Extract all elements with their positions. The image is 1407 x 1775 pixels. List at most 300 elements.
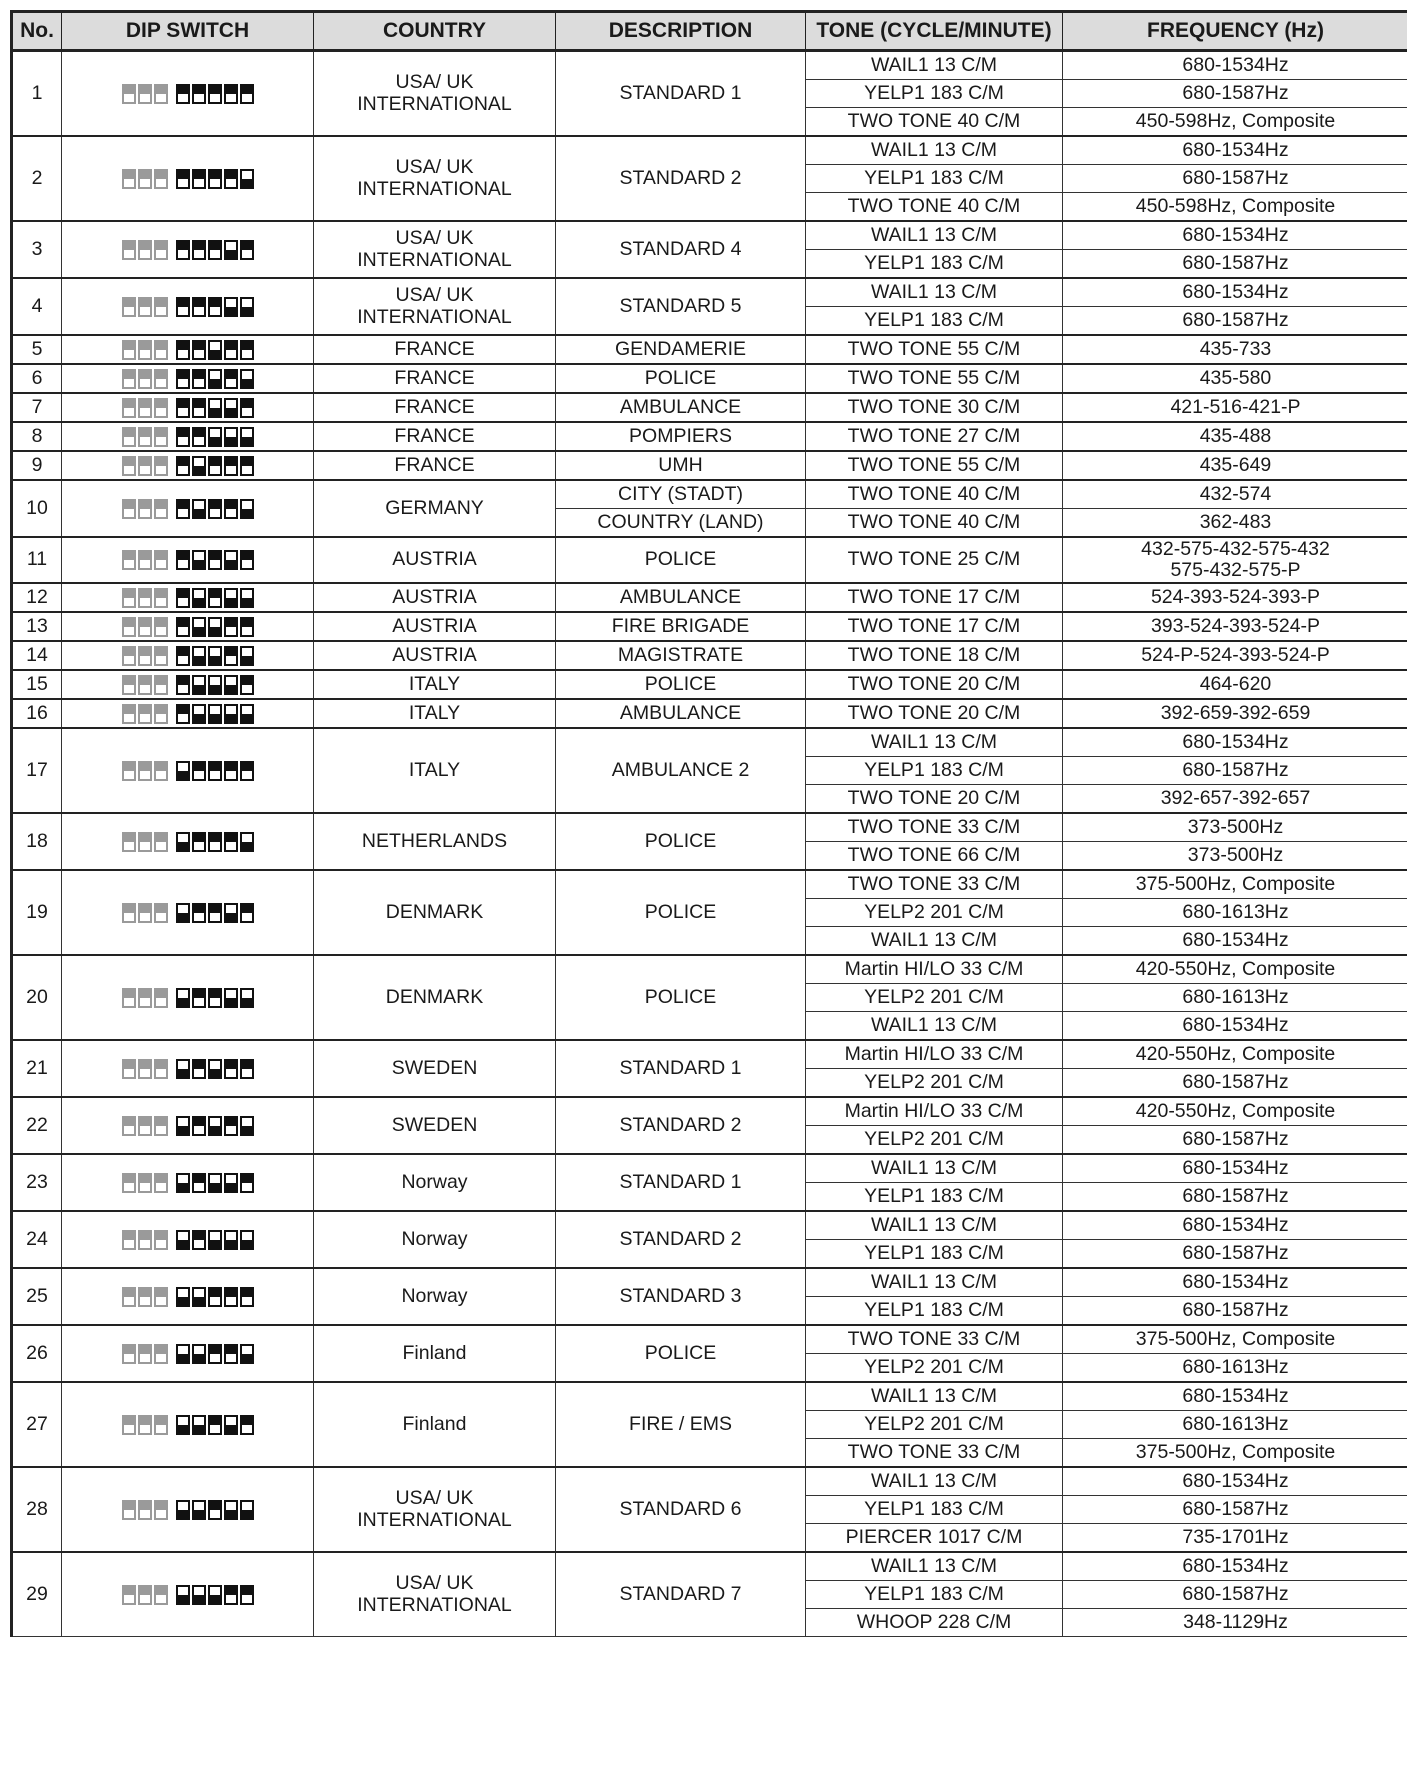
dip-switch-cell <box>62 612 314 641</box>
tone-cell: WAIL1 13 C/M <box>806 278 1063 307</box>
dip-switch-cell <box>62 1097 314 1154</box>
dip-switch-toggle-icon <box>138 675 152 695</box>
country-cell: FRANCE <box>314 451 556 480</box>
dip-switch-toggle-icon <box>192 588 206 608</box>
row-number: 19 <box>12 870 62 955</box>
dip-switch-toggle-icon <box>176 704 190 724</box>
frequency-cell: 464-620 <box>1063 670 1407 699</box>
country-cell: FRANCE <box>314 393 556 422</box>
dip-switch-icon <box>122 675 254 695</box>
dip-switch-toggle-icon <box>122 1116 136 1136</box>
dip-switch-toggle-icon <box>176 1230 190 1250</box>
tone-cell: WAIL1 13 C/M <box>806 1012 1063 1041</box>
tone-cell: YELP1 183 C/M <box>806 1240 1063 1269</box>
dip-switch-toggle-icon <box>208 297 222 317</box>
dip-switch-toggle-icon <box>176 646 190 666</box>
dip-switch-toggle-icon <box>122 550 136 570</box>
dip-switch-toggle-icon <box>208 1059 222 1079</box>
dip-switch-toggle-icon <box>176 1344 190 1364</box>
dip-switch-toggle-icon <box>192 240 206 260</box>
dip-switch-toggle-icon <box>122 1344 136 1364</box>
dip-switch-toggle-icon <box>154 297 168 317</box>
dip-switch-toggle-icon <box>224 1415 238 1435</box>
dip-switch-toggle-icon <box>176 550 190 570</box>
country-cell: USA/ UK INTERNATIONAL <box>314 136 556 221</box>
description-cell: POLICE <box>556 1325 806 1382</box>
dip-switch-toggle-icon <box>192 1116 206 1136</box>
description-cell: FIRE / EMS <box>556 1382 806 1467</box>
dip-switch-toggle-icon <box>208 169 222 189</box>
tone-cell: PIERCER 1017 C/M <box>806 1524 1063 1553</box>
tone-cell: Martin HI/LO 33 C/M <box>806 1040 1063 1069</box>
dip-switch-toggle-icon <box>192 617 206 637</box>
dip-switch-toggle-icon <box>122 761 136 781</box>
table-row <box>12 364 1407 393</box>
row-number: 28 <box>12 1467 62 1552</box>
dip-switch-toggle-icon <box>122 1415 136 1435</box>
dip-switch-toggle-icon <box>208 675 222 695</box>
dip-switch-toggle-icon <box>176 588 190 608</box>
dip-switch-toggle-icon <box>176 988 190 1008</box>
tone-cell: TWO TONE 55 C/M <box>806 364 1063 393</box>
tone-cell: YELP1 183 C/M <box>806 1581 1063 1609</box>
dip-switch-toggle-icon <box>224 369 238 389</box>
dip-switch-toggle-icon <box>138 1059 152 1079</box>
frequency-cell: 680-1534Hz <box>1063 278 1407 307</box>
tone-cell: TWO TONE 17 C/M <box>806 612 1063 641</box>
dip-switch-toggle-icon <box>138 456 152 476</box>
dip-switch-toggle-icon <box>224 903 238 923</box>
dip-switch-toggle-icon <box>122 1287 136 1307</box>
dip-switch-toggle-icon <box>176 499 190 519</box>
dip-switch-toggle-icon <box>176 675 190 695</box>
row-number: 22 <box>12 1097 62 1154</box>
header-description: DESCRIPTION <box>556 12 806 51</box>
description-cell: STANDARD 6 <box>556 1467 806 1552</box>
dip-switch-icon <box>122 1059 254 1079</box>
dip-switch-toggle-icon <box>208 1500 222 1520</box>
tone-cell: YELP1 183 C/M <box>806 757 1063 785</box>
country-cell: SWEDEN <box>314 1040 556 1097</box>
dip-switch-toggle-icon <box>240 1415 254 1435</box>
dip-switch-cell <box>62 537 314 583</box>
header-dip-switch: DIP SWITCH <box>62 12 314 51</box>
row-number: 20 <box>12 955 62 1040</box>
description-cell: STANDARD 3 <box>556 1268 806 1325</box>
dip-switch-cell <box>62 451 314 480</box>
tone-cell: WAIL1 13 C/M <box>806 1154 1063 1183</box>
dip-switch-toggle-icon <box>224 1230 238 1250</box>
dip-switch-icon <box>122 1344 254 1364</box>
country-cell: DENMARK <box>314 870 556 955</box>
dip-switch-toggle-icon <box>192 903 206 923</box>
country-cell: USA/ UK INTERNATIONAL <box>314 1552 556 1637</box>
dip-switch-toggle-icon <box>154 1287 168 1307</box>
tone-cell: WAIL1 13 C/M <box>806 136 1063 165</box>
dip-switch-toggle-icon <box>240 704 254 724</box>
country-cell: AUSTRIA <box>314 612 556 641</box>
description-cell: UMH <box>556 451 806 480</box>
dip-switch-toggle-icon <box>176 84 190 104</box>
tone-cell: YELP2 201 C/M <box>806 1069 1063 1098</box>
tone-cell: WAIL1 13 C/M <box>806 1552 1063 1581</box>
row-number: 29 <box>12 1552 62 1637</box>
dip-switch-toggle-icon <box>138 1287 152 1307</box>
dip-switch-cell <box>62 393 314 422</box>
description-cell: AMBULANCE <box>556 583 806 612</box>
dip-switch-toggle-icon <box>192 427 206 447</box>
frequency-cell: 680-1534Hz <box>1063 728 1407 757</box>
dip-switch-icon <box>122 84 254 104</box>
dip-switch-toggle-icon <box>154 84 168 104</box>
dip-switch-toggle-icon <box>122 169 136 189</box>
dip-switch-toggle-icon <box>208 369 222 389</box>
frequency-cell: 735-1701Hz <box>1063 1524 1407 1553</box>
dip-switch-cell <box>62 1154 314 1211</box>
dip-switch-cell <box>62 1211 314 1268</box>
table-row <box>12 1211 1407 1240</box>
frequency-cell: 435-580 <box>1063 364 1407 393</box>
dip-switch-toggle-icon <box>176 903 190 923</box>
dip-switch-icon <box>122 761 254 781</box>
dip-switch-cell <box>62 364 314 393</box>
dip-switch-toggle-icon <box>176 398 190 418</box>
frequency-cell: 392-657-392-657 <box>1063 785 1407 814</box>
row-number: 10 <box>12 480 62 537</box>
dip-switch-toggle-icon <box>208 1230 222 1250</box>
description-cell: AMBULANCE 2 <box>556 728 806 813</box>
tone-cell: YELP1 183 C/M <box>806 1496 1063 1524</box>
dip-switch-toggle-icon <box>122 903 136 923</box>
frequency-cell: 375-500Hz, Composite <box>1063 870 1407 899</box>
dip-switch-toggle-icon <box>176 427 190 447</box>
country-cell: USA/ UK INTERNATIONAL <box>314 221 556 278</box>
frequency-cell: 420-550Hz, Composite <box>1063 955 1407 984</box>
row-number: 2 <box>12 136 62 221</box>
dip-switch-cell <box>62 583 314 612</box>
dip-switch-toggle-icon <box>154 499 168 519</box>
dip-switch-toggle-icon <box>176 1415 190 1435</box>
dip-switch-toggle-icon <box>224 84 238 104</box>
table-row <box>12 583 1407 612</box>
dip-switch-toggle-icon <box>208 499 222 519</box>
dip-switch-toggle-icon <box>176 169 190 189</box>
header-no: No. <box>12 12 62 51</box>
frequency-cell: 432-575-432-575-432 575-432-575-P <box>1063 537 1407 583</box>
tone-cell: YELP1 183 C/M <box>806 307 1063 336</box>
dip-switch-toggle-icon <box>154 646 168 666</box>
tone-cell: YELP2 201 C/M <box>806 984 1063 1012</box>
description-cell: GENDAMERIE <box>556 335 806 364</box>
tone-cell: TWO TONE 33 C/M <box>806 1325 1063 1354</box>
dip-switch-toggle-icon <box>192 704 206 724</box>
dip-switch-toggle-icon <box>122 1173 136 1193</box>
dip-switch-toggle-icon <box>176 456 190 476</box>
frequency-cell: 450-598Hz, Composite <box>1063 108 1407 137</box>
dip-switch-toggle-icon <box>154 1230 168 1250</box>
dip-switch-cell <box>62 1268 314 1325</box>
dip-switch-toggle-icon <box>208 84 222 104</box>
table-row <box>12 670 1407 699</box>
dip-switch-icon <box>122 1230 254 1250</box>
frequency-cell: 680-1587Hz <box>1063 1297 1407 1326</box>
dip-switch-toggle-icon <box>138 1415 152 1435</box>
dip-switch-toggle-icon <box>208 704 222 724</box>
description-cell: STANDARD 1 <box>556 1154 806 1211</box>
table-row <box>12 335 1407 364</box>
dip-switch-toggle-icon <box>154 675 168 695</box>
frequency-cell: 680-1534Hz <box>1063 221 1407 250</box>
table-row <box>12 641 1407 670</box>
dip-switch-toggle-icon <box>138 169 152 189</box>
row-number: 8 <box>12 422 62 451</box>
dip-switch-toggle-icon <box>224 1585 238 1605</box>
dip-switch-toggle-icon <box>154 427 168 447</box>
dip-switch-icon <box>122 1585 254 1605</box>
dip-switch-toggle-icon <box>154 1585 168 1605</box>
dip-switch-toggle-icon <box>224 240 238 260</box>
row-number: 17 <box>12 728 62 813</box>
description-cell: MAGISTRATE <box>556 641 806 670</box>
frequency-cell: 680-1587Hz <box>1063 757 1407 785</box>
country-cell: FRANCE <box>314 364 556 393</box>
table-row <box>12 1154 1407 1183</box>
dip-switch-toggle-icon <box>208 550 222 570</box>
dip-switch-toggle-icon <box>208 988 222 1008</box>
tone-cell: WAIL1 13 C/M <box>806 1467 1063 1496</box>
description-cell: AMBULANCE <box>556 393 806 422</box>
dip-switch-toggle-icon <box>192 675 206 695</box>
tone-cell: TWO TONE 25 C/M <box>806 537 1063 583</box>
dip-switch-icon <box>122 1116 254 1136</box>
dip-switch-toggle-icon <box>224 297 238 317</box>
dip-switch-toggle-icon <box>224 988 238 1008</box>
frequency-cell: 420-550Hz, Composite <box>1063 1097 1407 1126</box>
tone-cell: TWO TONE 40 C/M <box>806 108 1063 137</box>
dip-switch-toggle-icon <box>192 297 206 317</box>
dip-switch-toggle-icon <box>138 617 152 637</box>
dip-switch-toggle-icon <box>154 240 168 260</box>
row-number: 25 <box>12 1268 62 1325</box>
header-frequency: FREQUENCY (Hz) <box>1063 12 1407 51</box>
dip-switch-toggle-icon <box>138 297 152 317</box>
dip-switch-cell <box>62 699 314 728</box>
dip-switch-toggle-icon <box>224 1344 238 1364</box>
tone-cell: WAIL1 13 C/M <box>806 221 1063 250</box>
frequency-cell: 393-524-393-524-P <box>1063 612 1407 641</box>
row-number: 21 <box>12 1040 62 1097</box>
dip-switch-toggle-icon <box>224 588 238 608</box>
dip-switch-toggle-icon <box>138 398 152 418</box>
dip-switch-toggle-icon <box>138 499 152 519</box>
frequency-cell: 680-1587Hz <box>1063 1581 1407 1609</box>
dip-switch-toggle-icon <box>154 988 168 1008</box>
frequency-cell: 680-1613Hz <box>1063 984 1407 1012</box>
dip-switch-toggle-icon <box>138 1500 152 1520</box>
tone-cell: YELP2 201 C/M <box>806 1354 1063 1383</box>
frequency-cell: 680-1534Hz <box>1063 1552 1407 1581</box>
country-cell: ITALY <box>314 670 556 699</box>
dip-switch-toggle-icon <box>122 588 136 608</box>
dip-switch-icon <box>122 369 254 389</box>
dip-switch-icon <box>122 832 254 852</box>
dip-switch-toggle-icon <box>240 297 254 317</box>
table-row <box>12 451 1407 480</box>
frequency-cell: 680-1587Hz <box>1063 250 1407 279</box>
description-cell: POLICE <box>556 813 806 870</box>
dip-switch-toggle-icon <box>208 588 222 608</box>
description-cell: POLICE <box>556 537 806 583</box>
frequency-cell: 524-P-524-393-524-P <box>1063 641 1407 670</box>
dip-switch-cell <box>62 221 314 278</box>
dip-switch-toggle-icon <box>192 1344 206 1364</box>
header-country: COUNTRY <box>314 12 556 51</box>
dip-switch-toggle-icon <box>138 1585 152 1605</box>
dip-switch-toggle-icon <box>154 617 168 637</box>
dip-switch-cell <box>62 422 314 451</box>
tone-cell: YELP1 183 C/M <box>806 165 1063 193</box>
dip-switch-icon <box>122 550 254 570</box>
dip-switch-cell <box>62 870 314 955</box>
frequency-cell: 362-483 <box>1063 509 1407 538</box>
description-cell: STANDARD 1 <box>556 51 806 137</box>
dip-switch-toggle-icon <box>154 1344 168 1364</box>
dip-switch-toggle-icon <box>224 675 238 695</box>
dip-switch-toggle-icon <box>240 1287 254 1307</box>
dip-switch-toggle-icon <box>240 369 254 389</box>
dip-switch-toggle-icon <box>192 1585 206 1605</box>
dip-switch-icon <box>122 988 254 1008</box>
tone-cell: TWO TONE 20 C/M <box>806 670 1063 699</box>
frequency-cell: 680-1534Hz <box>1063 1268 1407 1297</box>
tone-cell: WAIL1 13 C/M <box>806 1211 1063 1240</box>
dip-switch-icon <box>122 704 254 724</box>
dip-switch-cell <box>62 335 314 364</box>
frequency-cell: 680-1587Hz <box>1063 80 1407 108</box>
dip-switch-toggle-icon <box>122 1500 136 1520</box>
dip-switch-toggle-icon <box>224 1287 238 1307</box>
row-number: 4 <box>12 278 62 335</box>
tone-cell: YELP1 183 C/M <box>806 250 1063 279</box>
dip-switch-icon <box>122 398 254 418</box>
dip-switch-toggle-icon <box>138 1116 152 1136</box>
dip-switch-toggle-icon <box>208 1173 222 1193</box>
dip-switch-toggle-icon <box>154 832 168 852</box>
frequency-cell: 680-1534Hz <box>1063 1382 1407 1411</box>
country-cell: ITALY <box>314 728 556 813</box>
frequency-cell: 680-1587Hz <box>1063 165 1407 193</box>
table-row <box>12 728 1407 757</box>
tone-cell: TWO TONE 66 C/M <box>806 842 1063 871</box>
tone-cell: TWO TONE 40 C/M <box>806 509 1063 538</box>
dip-switch-toggle-icon <box>176 240 190 260</box>
dip-switch-toggle-icon <box>192 1415 206 1435</box>
frequency-cell: 680-1534Hz <box>1063 1012 1407 1041</box>
tone-cell: TWO TONE 30 C/M <box>806 393 1063 422</box>
dip-switch-toggle-icon <box>154 1500 168 1520</box>
tone-cell: YELP1 183 C/M <box>806 80 1063 108</box>
tone-cell: WAIL1 13 C/M <box>806 1382 1063 1411</box>
header-row <box>12 12 1407 51</box>
tone-cell: TWO TONE 17 C/M <box>806 583 1063 612</box>
table-row <box>12 1325 1407 1354</box>
frequency-cell: 680-1534Hz <box>1063 1154 1407 1183</box>
dip-switch-toggle-icon <box>154 1173 168 1193</box>
dip-switch-icon <box>122 903 254 923</box>
row-number: 3 <box>12 221 62 278</box>
dip-switch-toggle-icon <box>122 1230 136 1250</box>
table-row <box>12 1268 1407 1297</box>
tone-cell: TWO TONE 33 C/M <box>806 870 1063 899</box>
tone-cell: TWO TONE 55 C/M <box>806 335 1063 364</box>
description-cell: POLICE <box>556 870 806 955</box>
frequency-cell: 435-733 <box>1063 335 1407 364</box>
dip-switch-cell <box>62 136 314 221</box>
dip-switch-toggle-icon <box>176 1173 190 1193</box>
dip-switch-toggle-icon <box>176 340 190 360</box>
header-tone: TONE (CYCLE/MINUTE) <box>806 12 1063 51</box>
description-cell: STANDARD 2 <box>556 1211 806 1268</box>
dip-switch-toggle-icon <box>122 84 136 104</box>
dip-switch-toggle-icon <box>122 832 136 852</box>
table-row <box>12 51 1407 80</box>
frequency-cell: 375-500Hz, Composite <box>1063 1439 1407 1468</box>
dip-switch-toggle-icon <box>240 588 254 608</box>
dip-switch-toggle-icon <box>224 617 238 637</box>
description-cell: POMPIERS <box>556 422 806 451</box>
row-number: 12 <box>12 583 62 612</box>
dip-switch-toggle-icon <box>208 617 222 637</box>
table-row <box>12 813 1407 842</box>
dip-switch-toggle-icon <box>240 169 254 189</box>
dip-switch-toggle-icon <box>154 903 168 923</box>
dip-switch-toggle-icon <box>224 499 238 519</box>
dip-switch-toggle-icon <box>240 1585 254 1605</box>
dip-switch-toggle-icon <box>240 675 254 695</box>
dip-switch-toggle-icon <box>122 398 136 418</box>
dip-switch-toggle-icon <box>240 988 254 1008</box>
country-cell: USA/ UK INTERNATIONAL <box>314 278 556 335</box>
dip-switch-toggle-icon <box>138 1344 152 1364</box>
dip-switch-toggle-icon <box>122 617 136 637</box>
tone-cell: Martin HI/LO 33 C/M <box>806 955 1063 984</box>
frequency-cell: 680-1587Hz <box>1063 1183 1407 1212</box>
tone-cell: TWO TONE 20 C/M <box>806 699 1063 728</box>
description-cell: CITY (STADT) <box>556 480 806 509</box>
dip-switch-toggle-icon <box>122 646 136 666</box>
dip-switch-toggle-icon <box>240 903 254 923</box>
tone-cell: TWO TONE 27 C/M <box>806 422 1063 451</box>
row-number: 5 <box>12 335 62 364</box>
dip-switch-icon <box>122 499 254 519</box>
dip-switch-toggle-icon <box>208 832 222 852</box>
dip-switch-toggle-icon <box>208 1287 222 1307</box>
country-cell: Norway <box>314 1211 556 1268</box>
dip-switch-toggle-icon <box>240 340 254 360</box>
dip-switch-toggle-icon <box>176 1287 190 1307</box>
country-cell: NETHERLANDS <box>314 813 556 870</box>
dip-switch-toggle-icon <box>154 1415 168 1435</box>
dip-switch-toggle-icon <box>176 297 190 317</box>
country-cell: AUSTRIA <box>314 583 556 612</box>
country-cell: Finland <box>314 1382 556 1467</box>
dip-switch-cell <box>62 813 314 870</box>
description-cell: COUNTRY (LAND) <box>556 509 806 538</box>
dip-switch-toggle-icon <box>208 1415 222 1435</box>
dip-switch-toggle-icon <box>208 1116 222 1136</box>
frequency-cell: 680-1534Hz <box>1063 1467 1407 1496</box>
dip-switch-toggle-icon <box>138 550 152 570</box>
